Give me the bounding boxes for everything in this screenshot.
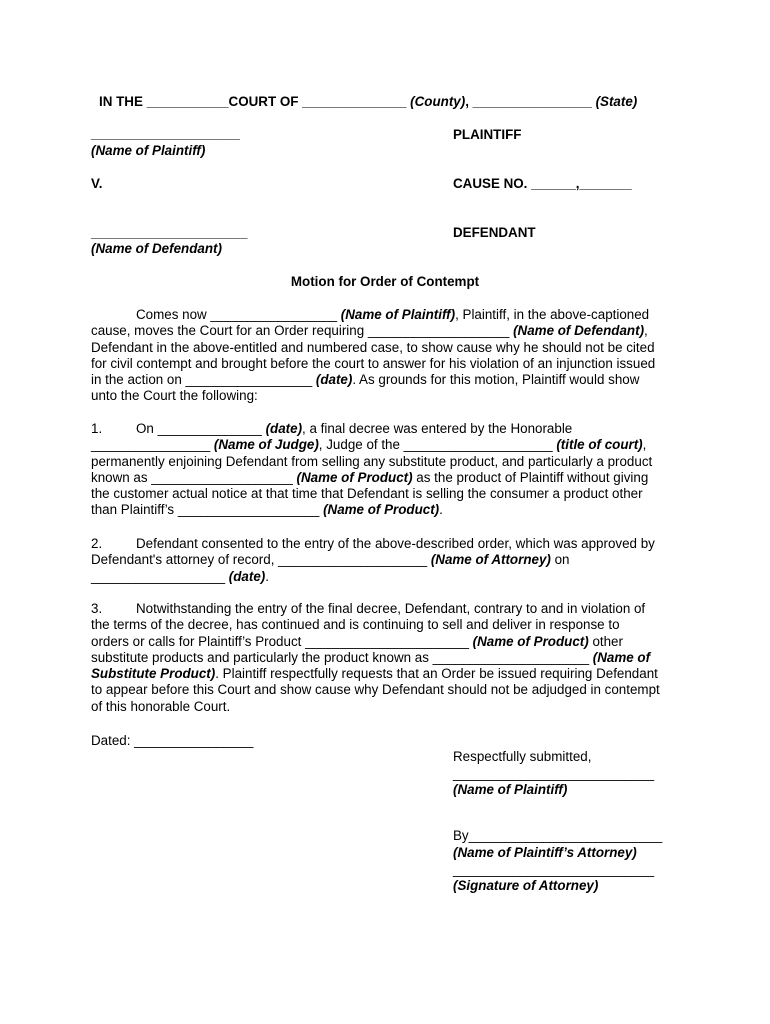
item-3-paragraph: 3. Notwithstanding the entry of the final decree, Defendant, contrary to and in violation of the terms of the decree, has continued and is continuing to sell and deliver in response to orders or calls for Plaintiff’s Product ______________________ (Name of Product) other substitute products and particularly the product known as _____________________ (Name of Substitute Product). Plaintiff respectfully requests that an Order be issued requiring Defendant to appear before this Court and show cause why Defendant should not be adjudged in contempt of this honorable Court.	[91, 601, 660, 714]
attorney-signature-line: ___________________________	[453, 862, 655, 877]
versus-label: V.	[91, 176, 103, 191]
caption-state: (State)	[595, 94, 638, 109]
plaintiff-label: PLAINTIFF	[453, 127, 522, 142]
by-attorney-line: By__________________________	[453, 828, 663, 843]
intro-paragraph: Comes now _________________ (Name of Plaintiff), Plaintiff, in the above-captioned cause, moves the Court for an Order requiring ___________________ (Name of Defendant), Defendant in the above-entitled and numbered case, to show cause why he should not be cited for civil contempt and brought before the court to answer for his violation of an injunction issued in the action on _________________ (date). As grounds for this motion, Plaintiff would show unto the Court the following:	[91, 307, 656, 404]
respectfully-submitted: Respectfully submitted,	[453, 749, 592, 764]
name-of-plaintiff-label: (Name of Plaintiff)	[91, 143, 206, 158]
item-2-paragraph: 2. Defendant consented to the entry of the above-described order, which was approved by Defendant's attorney of record, ____________________ (Name of Attorney) on __________________ (date).	[91, 536, 655, 584]
caption-comma: , ________________	[465, 94, 592, 109]
defendant-blank-line: _____________________	[91, 225, 248, 240]
caption-court-line	[99, 94, 637, 110]
item-1-paragraph: 1. On ______________ (date), a final decree was entered by the Honorable ________________ (Name of Judge), Judge of the ____________________ (title of court), permanently enjoining Defendant from selling any substitute product, and particularly a product known as ___________________ (Name of Product) as the product of Plaintiff without giving the customer actual notice at that time that Defendant is selling the consumer a product other than Plaintiff’s ___________________ (Name of Product).	[91, 421, 653, 518]
defendant-label: DEFENDANT	[453, 225, 536, 240]
plaintiff-signature-line: ___________________________	[453, 766, 655, 781]
plaintiff-blank-line: ____________________	[91, 126, 240, 141]
caption-in-the: IN THE ___________COURT OF ______________	[99, 94, 407, 109]
caption-county: (County)	[410, 94, 466, 109]
plaintiff-name-label: (Name of Plaintiff)	[453, 782, 568, 797]
signature-of-attorney-label: (Signature of Attorney)	[453, 878, 599, 893]
cause-number: CAUSE NO. ______,_______	[453, 176, 632, 191]
dated-line: Dated: ________________	[91, 733, 254, 748]
document-title: Motion for Order of Contempt	[290, 274, 480, 289]
attorney-name-label: (Name of Plaintiff’s Attorney)	[453, 845, 637, 860]
name-of-defendant-label: (Name of Defendant)	[91, 241, 222, 256]
